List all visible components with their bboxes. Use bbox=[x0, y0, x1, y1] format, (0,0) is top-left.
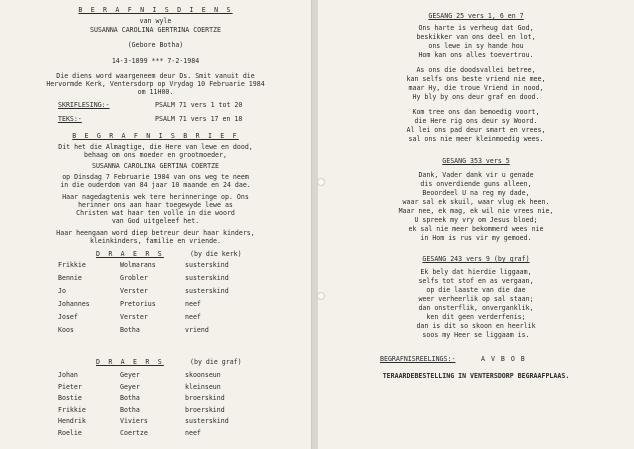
bearer-first-name: Johannes bbox=[58, 300, 90, 308]
undertaker-label: BEGRAFNISREELINGS:- bbox=[380, 355, 456, 363]
hymn1-line: Al lei ons pad deur smart en vrees, bbox=[406, 126, 546, 134]
deceased-name: SUSANNA CAROLINA GERTRINA COERTZE bbox=[89, 26, 221, 34]
bearer-surname: Botha bbox=[120, 405, 140, 414]
bearer-relation: kleinseun bbox=[185, 382, 221, 391]
letter3-line-3: Christen wat haar ten volle in die woord bbox=[76, 209, 235, 217]
hymn1-line: Ons harte is verheug dat God, bbox=[418, 24, 534, 32]
letter-name: SUSANNA CAROLINA GERTINA COERTZE bbox=[91, 162, 220, 170]
bearer-surname: Botha bbox=[120, 326, 140, 334]
hymn3-line: selfs tot stof en as vergaan, bbox=[418, 277, 534, 285]
hymn2-line: ek sal nie meer bekommerd wees nie bbox=[408, 225, 544, 233]
maiden-name: (Gebore Botha) bbox=[127, 41, 184, 49]
bearer-surname: Coertze bbox=[120, 428, 148, 437]
bearer-relation: neef bbox=[185, 300, 201, 308]
bearer-surname: Verster bbox=[120, 287, 148, 295]
bearer-surname: Geyer bbox=[120, 382, 140, 391]
service-line-3: om 11H00. bbox=[137, 88, 174, 96]
hymn1-line: Hy bly by ons deur graf en dood. bbox=[412, 93, 540, 101]
service-line-1: Die diens word waargeneem deur Ds. Smit vanuit die bbox=[56, 72, 255, 80]
letter-title: B E G R A F N I S B R I E F bbox=[72, 132, 239, 140]
hymn2-line: Maar nee, ek mag, ek wil nie vrees nie, bbox=[398, 207, 554, 215]
bearer-surname: Geyer bbox=[120, 371, 140, 379]
bearer-first-name: Hendrik bbox=[58, 417, 86, 425]
service-header: B E R A F N I S D I E N S bbox=[78, 6, 233, 14]
hymn3-line: ken dit geen verderfenis; bbox=[426, 313, 526, 321]
hymn2-line: Dank, Vader dank vir u genade bbox=[418, 171, 534, 179]
bearer-first-name: Frikkie bbox=[58, 261, 86, 269]
hymn3-title: GESANG 243 vers 9 (by graf) bbox=[422, 255, 530, 263]
bearer-surname: Wolmarans bbox=[120, 261, 156, 269]
hymn2-line: in Hom is rus vir my gemoed. bbox=[420, 234, 532, 242]
hymn1-line: Kom tree ons dan bemoedig voort, bbox=[412, 108, 540, 116]
hymn1-line: die Here rig ons deur sy Woord. bbox=[414, 117, 538, 125]
bearer-first-name: Bostie bbox=[58, 394, 82, 402]
bearer-relation: broerskind bbox=[185, 394, 225, 402]
bearer-relation: neef bbox=[185, 428, 201, 437]
hymn2-line: dis onverdiende guns alleen, bbox=[420, 180, 532, 188]
bearer-relation: susterskind bbox=[185, 274, 229, 282]
right-page bbox=[318, 0, 634, 449]
letter4-line-2: kleinkinders, familie en vriende. bbox=[89, 237, 221, 245]
bearer-first-name: Pieter bbox=[58, 382, 82, 391]
reading-label: SKRIFLESING:- bbox=[58, 101, 110, 109]
bearer-relation: susterskind bbox=[185, 287, 229, 295]
letter4-line-1: Haar heengaan word diep betreur deur haar kinders, bbox=[56, 229, 255, 237]
letter-line-2: behaag om ons moeder en grootmoeder, bbox=[84, 151, 227, 159]
bearer-first-name: Bennie bbox=[58, 274, 82, 282]
hymn2-line: U spreek my vry om Jesus bloed; bbox=[414, 216, 538, 224]
hymn3-line: weer verheerlik op sal staan; bbox=[418, 295, 534, 303]
bearer-surname: Verster bbox=[120, 313, 148, 321]
bearer-first-name: Johan bbox=[58, 371, 78, 379]
bearer-surname: Grobler bbox=[120, 274, 148, 282]
hymn1-line: As ons die doodsvallei betree, bbox=[416, 66, 536, 74]
letter-line-1: Dit het die Almagtige, die Here van lewe en dood, bbox=[58, 143, 253, 151]
bearer-first-name: Roelie bbox=[58, 428, 82, 437]
text-text: PSALM 71 vers 17 en 18 bbox=[155, 115, 243, 123]
hymn3-line: dan onsterflik, onverganklik, bbox=[418, 304, 534, 312]
bearer-first-name: Koos bbox=[58, 326, 74, 334]
hymn3-line: soos my Heer se liggaam is. bbox=[422, 331, 530, 339]
hymn1-title: GESANG 25 vers 1, 6 en 7 bbox=[428, 12, 524, 20]
reading-text: PSALM 71 vers 1 tot 20 bbox=[155, 101, 243, 109]
bearer-surname: Viviers bbox=[120, 417, 148, 425]
hymn1-line: sal ons nie meer kleinmoedig wees. bbox=[408, 135, 544, 143]
hymn1-line: kan selfs ons beste vriend nie mee, bbox=[406, 75, 546, 83]
of-the-late: van wyle bbox=[139, 17, 172, 25]
hymn3-line: op die laaste van die dae bbox=[426, 286, 526, 294]
bearer-first-name: Frikkie bbox=[58, 405, 86, 414]
left-page bbox=[0, 0, 312, 449]
bearer-relation: vriend bbox=[185, 326, 209, 334]
letter2-line-1: op Dinsdag 7 Februarie 1984 van ons weg te neem bbox=[62, 173, 249, 181]
bearer-relation: neef bbox=[185, 313, 201, 321]
hymn3-line: Ek bely dat hierdie liggaam, bbox=[420, 268, 532, 276]
hymn1-line: beskikker van ons deel en lot, bbox=[416, 33, 536, 41]
hymn2-title: GESANG 353 vers 5 bbox=[442, 157, 510, 165]
life-dates: 14-3-1899 *** 7-2-1984 bbox=[111, 57, 200, 65]
bearer-relation: susterskind bbox=[185, 261, 229, 269]
bearer-first-name: Josef bbox=[58, 313, 78, 321]
hymn1-line: Hom kan ons alles toevertrou. bbox=[418, 51, 534, 59]
burial-place: TERAARDEBESTELLING IN VENTERSDORP BEGRAAFPLAAS. bbox=[382, 372, 570, 380]
bearer-relation: broerskind bbox=[185, 405, 225, 414]
letter3-line-4: van God uitgeleef het. bbox=[111, 217, 200, 225]
service-line-2: Hervormde Kerk, Ventersdorp op Vrydag 10 Februarie 1984 bbox=[46, 80, 265, 88]
letter2-line-2: in die ouderdom van 84 jaar 10 maande en 24 dae. bbox=[60, 181, 251, 189]
undertaker-name: A V B O B bbox=[481, 355, 526, 363]
bearers-grave-title: D R A E R S bbox=[96, 358, 164, 366]
hymn2-line: Beoordeel U na reg my dade, bbox=[422, 189, 530, 197]
hymn3-line: dan is dit so skoon en heerlik bbox=[416, 322, 536, 330]
text-label: TEKS:- bbox=[58, 115, 82, 123]
letter3-line-2: herinner ons aan haar toegewyde lewe as bbox=[78, 201, 233, 209]
bearers-grave-sub: (by die graf) bbox=[190, 358, 242, 366]
bearer-surname: Pretorius bbox=[120, 300, 156, 308]
letter3-line-1: Haar nagedagtenis wek tere herinneringe op. Ons bbox=[62, 193, 249, 201]
bearer-relation: skoonseun bbox=[185, 371, 221, 379]
bearers-church-sub: (by die kerk) bbox=[190, 250, 242, 258]
hymn1-line: ons lewe in sy hande hou bbox=[428, 42, 524, 50]
bearers-church-title: D R A E R S bbox=[96, 250, 164, 258]
bearer-relation: susterskind bbox=[185, 417, 229, 425]
bearer-surname: Botha bbox=[120, 394, 140, 402]
hymn2-line: waar sal ek skuil, waar vlug ek heen. bbox=[402, 198, 550, 206]
bearer-first-name: Jo bbox=[58, 287, 66, 295]
hymn1-line: maar Hy, die troue Vriend in nood, bbox=[408, 84, 544, 92]
